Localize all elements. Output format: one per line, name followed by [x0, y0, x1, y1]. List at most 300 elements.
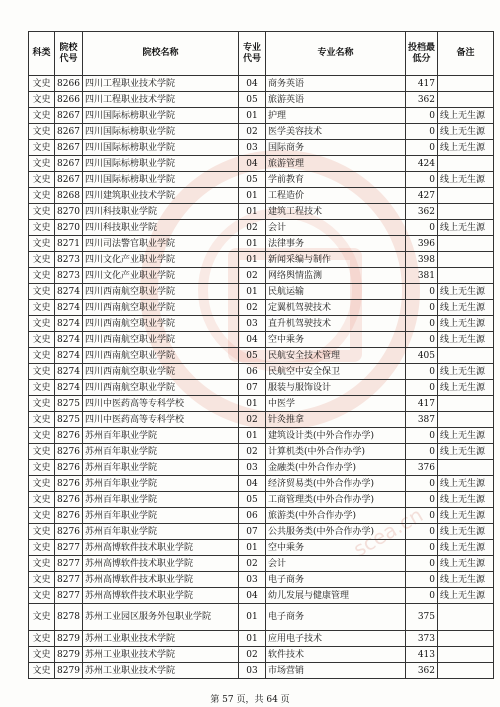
- cell-zhuanye-daihao: 01: [239, 108, 266, 124]
- cell-beizhu: 线上无生源: [438, 428, 494, 444]
- cell-yuanxiao-daihao: 8279: [55, 647, 83, 663]
- cell-zhuanye-daihao: 01: [239, 428, 266, 444]
- cell-zhuanye-daihao: 04: [239, 332, 266, 348]
- cell-yuanxiao-mingcheng: 四川西南航空职业学院: [83, 284, 239, 300]
- cell-yuanxiao-daihao: 8276: [55, 444, 83, 460]
- cell-yuanxiao-daihao: 8276: [55, 508, 83, 524]
- cell-yuanxiao-daihao: 8276: [55, 460, 83, 476]
- cell-kelei: 文史: [29, 108, 55, 124]
- cell-yuanxiao-mingcheng: 苏州百年职业学院: [83, 524, 239, 540]
- cell-beizhu: 线上无生源: [438, 332, 494, 348]
- cell-toudang-fen: 387: [406, 412, 438, 428]
- cell-toudang-fen: 405: [406, 348, 438, 364]
- cell-toudang-fen: 362: [406, 92, 438, 108]
- cell-yuanxiao-mingcheng: 苏州工业职业技术学院: [83, 631, 239, 647]
- cell-zhuanye-mingcheng: 空中乘务: [266, 332, 406, 348]
- cell-zhuanye-mingcheng: 针灸推拿: [266, 412, 406, 428]
- cell-zhuanye-mingcheng: 旅游英语: [266, 92, 406, 108]
- cell-yuanxiao-daihao: 8266: [55, 76, 83, 92]
- cell-zhuanye-mingcheng: 电子商务: [266, 604, 406, 631]
- table-row: [29, 508, 494, 524]
- cell-toudang-fen: 381: [406, 268, 438, 284]
- cell-toudang-fen: 0: [406, 220, 438, 236]
- table-row: [29, 188, 494, 204]
- table-row: [29, 476, 494, 492]
- cell-kelei: 文史: [29, 76, 55, 92]
- table-row: [29, 76, 494, 92]
- cell-zhuanye-daihao: 07: [239, 380, 266, 396]
- cell-yuanxiao-daihao: 8266: [55, 92, 83, 108]
- cell-yuanxiao-daihao: 8277: [55, 556, 83, 572]
- table-row: [29, 332, 494, 348]
- cell-kelei: 文史: [29, 540, 55, 556]
- cell-toudang-fen: 427: [406, 188, 438, 204]
- cell-kelei: 文史: [29, 444, 55, 460]
- cell-yuanxiao-daihao: 8267: [55, 108, 83, 124]
- cell-beizhu: [438, 92, 494, 108]
- cell-zhuanye-mingcheng: 直升机驾驶技术: [266, 316, 406, 332]
- cell-yuanxiao-daihao: 8274: [55, 332, 83, 348]
- cell-kelei: 文史: [29, 647, 55, 663]
- cell-zhuanye-daihao: 03: [239, 572, 266, 588]
- cell-zhuanye-daihao: 01: [239, 631, 266, 647]
- cell-yuanxiao-mingcheng: 四川中医药高等专科学校: [83, 396, 239, 412]
- cell-kelei: 文史: [29, 428, 55, 444]
- cell-beizhu: [438, 396, 494, 412]
- cell-zhuanye-daihao: 01: [239, 604, 266, 631]
- cell-zhuanye-daihao: 05: [239, 348, 266, 364]
- cell-toudang-fen: 398: [406, 252, 438, 268]
- cell-zhuanye-daihao: 06: [239, 364, 266, 380]
- table-row: [29, 108, 494, 124]
- cell-zhuanye-daihao: 05: [239, 92, 266, 108]
- cell-yuanxiao-daihao: 8274: [55, 364, 83, 380]
- table-row: [29, 268, 494, 284]
- table-row: [29, 300, 494, 316]
- cell-yuanxiao-mingcheng: 苏州高博软件技术职业学院: [83, 572, 239, 588]
- cell-kelei: 文史: [29, 524, 55, 540]
- cell-toudang-fen: 0: [406, 476, 438, 492]
- cell-zhuanye-mingcheng: 建筑设计类(中外合作办学): [266, 428, 406, 444]
- cell-toudang-fen: 362: [406, 204, 438, 220]
- header-yuanxiao-daihao: 院校代号: [55, 32, 83, 76]
- cell-yuanxiao-daihao: 8275: [55, 412, 83, 428]
- cell-toudang-fen: 0: [406, 124, 438, 140]
- cell-yuanxiao-daihao: 8274: [55, 300, 83, 316]
- cell-zhuanye-mingcheng: 国际商务: [266, 140, 406, 156]
- cell-yuanxiao-daihao: 8271: [55, 236, 83, 252]
- cell-beizhu: 线上无生源: [438, 108, 494, 124]
- cell-toudang-fen: 0: [406, 316, 438, 332]
- cell-kelei: 文史: [29, 663, 55, 679]
- table-row: [29, 663, 494, 679]
- cell-toudang-fen: 0: [406, 108, 438, 124]
- cell-kelei: 文史: [29, 188, 55, 204]
- cell-yuanxiao-daihao: 8277: [55, 572, 83, 588]
- cell-yuanxiao-daihao: 8277: [55, 540, 83, 556]
- cell-yuanxiao-daihao: 8273: [55, 252, 83, 268]
- cell-zhuanye-daihao: 01: [239, 188, 266, 204]
- cell-kelei: 文史: [29, 284, 55, 300]
- cell-zhuanye-mingcheng: 电子商务: [266, 572, 406, 588]
- cell-zhuanye-mingcheng: 民航安全技术管理: [266, 348, 406, 364]
- cell-kelei: 文史: [29, 380, 55, 396]
- cell-beizhu: 线上无生源: [438, 444, 494, 460]
- cell-yuanxiao-mingcheng: 四川西南航空职业学院: [83, 380, 239, 396]
- cell-yuanxiao-daihao: 8276: [55, 524, 83, 540]
- cell-zhuanye-mingcheng: 空中乘务: [266, 540, 406, 556]
- cell-zhuanye-mingcheng: 会计: [266, 220, 406, 236]
- cell-zhuanye-mingcheng: 护理: [266, 108, 406, 124]
- cell-zhuanye-mingcheng: 学前教育: [266, 172, 406, 188]
- cell-zhuanye-mingcheng: 法律事务: [266, 236, 406, 252]
- cell-kelei: 文史: [29, 220, 55, 236]
- cell-kelei: 文史: [29, 604, 55, 631]
- cell-toudang-fen: 0: [406, 284, 438, 300]
- cell-zhuanye-mingcheng: 幼儿发展与健康管理: [266, 588, 406, 604]
- cell-toudang-fen: 424: [406, 156, 438, 172]
- cell-toudang-fen: 0: [406, 524, 438, 540]
- table-row: [29, 572, 494, 588]
- cell-yuanxiao-mingcheng: 四川国际标榜职业学院: [83, 156, 239, 172]
- table-row: [29, 204, 494, 220]
- cell-kelei: 文史: [29, 172, 55, 188]
- cell-toudang-fen: 0: [406, 444, 438, 460]
- cell-beizhu: 线上无生源: [438, 476, 494, 492]
- cell-zhuanye-mingcheng: 市场营销: [266, 663, 406, 679]
- cell-yuanxiao-daihao: 8273: [55, 268, 83, 284]
- cell-toudang-fen: 362: [406, 663, 438, 679]
- cell-kelei: 文史: [29, 588, 55, 604]
- cell-beizhu: 线上无生源: [438, 316, 494, 332]
- cell-toudang-fen: 0: [406, 508, 438, 524]
- cell-yuanxiao-mingcheng: 四川西南航空职业学院: [83, 316, 239, 332]
- cell-yuanxiao-mingcheng: 苏州高博软件技术职业学院: [83, 540, 239, 556]
- cell-yuanxiao-daihao: 8267: [55, 140, 83, 156]
- cell-yuanxiao-mingcheng: 苏州高博软件技术职业学院: [83, 588, 239, 604]
- table-row: [29, 524, 494, 540]
- cell-beizhu: [438, 188, 494, 204]
- admission-score-table: [28, 31, 494, 679]
- cell-beizhu: 线上无生源: [438, 124, 494, 140]
- cell-toudang-fen: 0: [406, 588, 438, 604]
- table-row: [29, 444, 494, 460]
- cell-zhuanye-mingcheng: 经济贸易类(中外合作办学): [266, 476, 406, 492]
- header-zhuanye-mingcheng: 专业名称: [266, 32, 406, 76]
- cell-yuanxiao-mingcheng: 苏州百年职业学院: [83, 428, 239, 444]
- cell-beizhu: [438, 156, 494, 172]
- cell-zhuanye-daihao: 06: [239, 508, 266, 524]
- cell-zhuanye-mingcheng: 民航运输: [266, 284, 406, 300]
- table-row: [29, 348, 494, 364]
- cell-yuanxiao-mingcheng: 四川文化产业职业学院: [83, 252, 239, 268]
- cell-kelei: 文史: [29, 140, 55, 156]
- cell-beizhu: [438, 204, 494, 220]
- cell-yuanxiao-daihao: 8277: [55, 588, 83, 604]
- header-kelei: 科类: [29, 32, 55, 76]
- cell-zhuanye-mingcheng: 服装与服饰设计: [266, 380, 406, 396]
- cell-zhuanye-daihao: 05: [239, 172, 266, 188]
- cell-yuanxiao-daihao: 8276: [55, 428, 83, 444]
- cell-toudang-fen: 0: [406, 300, 438, 316]
- table-row: [29, 172, 494, 188]
- table-row: [29, 92, 494, 108]
- cell-zhuanye-mingcheng: 会计: [266, 556, 406, 572]
- cell-yuanxiao-mingcheng: 四川文化产业职业学院: [83, 268, 239, 284]
- cell-yuanxiao-mingcheng: 四川西南航空职业学院: [83, 332, 239, 348]
- cell-yuanxiao-mingcheng: 苏州百年职业学院: [83, 492, 239, 508]
- table-row: [29, 396, 494, 412]
- table-row: [29, 124, 494, 140]
- cell-kelei: 文史: [29, 396, 55, 412]
- cell-kelei: 文史: [29, 268, 55, 284]
- table-row: [29, 364, 494, 380]
- cell-toudang-fen: 0: [406, 332, 438, 348]
- cell-yuanxiao-daihao: 8267: [55, 156, 83, 172]
- cell-kelei: 文史: [29, 124, 55, 140]
- cell-beizhu: 线上无生源: [438, 220, 494, 236]
- cell-beizhu: [438, 460, 494, 476]
- cell-kelei: 文史: [29, 412, 55, 428]
- cell-kelei: 文史: [29, 460, 55, 476]
- table-header-row: [29, 32, 494, 76]
- cell-toudang-fen: 417: [406, 396, 438, 412]
- table-row: [29, 588, 494, 604]
- cell-beizhu: [438, 268, 494, 284]
- cell-yuanxiao-daihao: 8270: [55, 204, 83, 220]
- cell-zhuanye-mingcheng: 金融类(中外合作办学): [266, 460, 406, 476]
- cell-beizhu: 线上无生源: [438, 380, 494, 396]
- cell-kelei: 文史: [29, 631, 55, 647]
- cell-toudang-fen: 0: [406, 172, 438, 188]
- cell-yuanxiao-daihao: 8274: [55, 284, 83, 300]
- cell-kelei: 文史: [29, 476, 55, 492]
- cell-toudang-fen: 0: [406, 140, 438, 156]
- cell-zhuanye-daihao: 02: [239, 124, 266, 140]
- cell-yuanxiao-mingcheng: 四川西南航空职业学院: [83, 300, 239, 316]
- cell-zhuanye-mingcheng: 旅游管理: [266, 156, 406, 172]
- table-row: [29, 631, 494, 647]
- cell-beizhu: [438, 252, 494, 268]
- cell-zhuanye-daihao: 05: [239, 492, 266, 508]
- cell-yuanxiao-mingcheng: 四川科技职业学院: [83, 220, 239, 236]
- cell-beizhu: 线上无生源: [438, 140, 494, 156]
- cell-toudang-fen: 373: [406, 631, 438, 647]
- cell-toudang-fen: 396: [406, 236, 438, 252]
- cell-beizhu: 线上无生源: [438, 540, 494, 556]
- cell-zhuanye-daihao: 07: [239, 524, 266, 540]
- table-row: [29, 220, 494, 236]
- cell-yuanxiao-mingcheng: 四川西南航空职业学院: [83, 348, 239, 364]
- table-row: [29, 428, 494, 444]
- cell-yuanxiao-mingcheng: 四川中医药高等专科学校: [83, 412, 239, 428]
- cell-zhuanye-mingcheng: 工程造价: [266, 188, 406, 204]
- header-beizhu: 备注: [438, 32, 494, 76]
- cell-zhuanye-daihao: 02: [239, 556, 266, 572]
- cell-kelei: 文史: [29, 204, 55, 220]
- cell-yuanxiao-mingcheng: 苏州工业职业技术学院: [83, 647, 239, 663]
- cell-beizhu: 线上无生源: [438, 172, 494, 188]
- cell-beizhu: 线上无生源: [438, 492, 494, 508]
- cell-zhuanye-mingcheng: 公共服务类(中外合作办学): [266, 524, 406, 540]
- watermark-url: scea.cn: [349, 502, 427, 562]
- cell-yuanxiao-daihao: 8279: [55, 631, 83, 647]
- page-footer: 第 57 页，共 64 页: [210, 695, 290, 705]
- cell-kelei: 文史: [29, 236, 55, 252]
- cell-kelei: 文史: [29, 556, 55, 572]
- cell-beizhu: [438, 236, 494, 252]
- cell-beizhu: 线上无生源: [438, 588, 494, 604]
- cell-yuanxiao-mingcheng: 苏州百年职业学院: [83, 460, 239, 476]
- cell-zhuanye-daihao: 04: [239, 476, 266, 492]
- cell-toudang-fen: 0: [406, 364, 438, 380]
- cell-zhuanye-daihao: 03: [239, 460, 266, 476]
- cell-kelei: 文史: [29, 492, 55, 508]
- cell-zhuanye-mingcheng: 应用电子技术: [266, 631, 406, 647]
- header-toudang-fen: 投档最低分: [406, 32, 438, 76]
- cell-zhuanye-daihao: 01: [239, 236, 266, 252]
- cell-toudang-fen: 417: [406, 76, 438, 92]
- table-row: [29, 140, 494, 156]
- cell-zhuanye-mingcheng: 建筑工程技术: [266, 204, 406, 220]
- cell-zhuanye-daihao: 01: [239, 204, 266, 220]
- cell-yuanxiao-mingcheng: 四川工程职业技术学院: [83, 76, 239, 92]
- cell-zhuanye-mingcheng: 新闻采编与制作: [266, 252, 406, 268]
- cell-yuanxiao-mingcheng: 苏州工业职业技术学院: [83, 663, 239, 679]
- header-zhuanye-daihao: 专业代号: [239, 32, 266, 76]
- cell-beizhu: 线上无生源: [438, 508, 494, 524]
- cell-yuanxiao-daihao: 8274: [55, 380, 83, 396]
- cell-yuanxiao-daihao: 8278: [55, 604, 83, 631]
- cell-zhuanye-mingcheng: 中医学: [266, 396, 406, 412]
- cell-kelei: 文史: [29, 316, 55, 332]
- cell-yuanxiao-mingcheng: 四川建筑职业技术学院: [83, 188, 239, 204]
- cell-beizhu: 线上无生源: [438, 300, 494, 316]
- cell-toudang-fen: 0: [406, 380, 438, 396]
- cell-yuanxiao-daihao: 8274: [55, 316, 83, 332]
- cell-zhuanye-mingcheng: 软件技术: [266, 647, 406, 663]
- table-row: [29, 252, 494, 268]
- cell-yuanxiao-daihao: 8274: [55, 348, 83, 364]
- cell-zhuanye-daihao: 03: [239, 316, 266, 332]
- cell-yuanxiao-mingcheng: 四川国际标榜职业学院: [83, 140, 239, 156]
- cell-beizhu: [438, 348, 494, 364]
- cell-beizhu: 线上无生源: [438, 364, 494, 380]
- cell-zhuanye-daihao: 02: [239, 647, 266, 663]
- cell-zhuanye-daihao: 01: [239, 396, 266, 412]
- cell-beizhu: 线上无生源: [438, 524, 494, 540]
- cell-yuanxiao-daihao: 8270: [55, 220, 83, 236]
- cell-kelei: 文史: [29, 348, 55, 364]
- cell-yuanxiao-daihao: 8276: [55, 476, 83, 492]
- cell-yuanxiao-daihao: 8279: [55, 663, 83, 679]
- cell-kelei: 文史: [29, 332, 55, 348]
- cell-zhuanye-mingcheng: 定翼机驾驶技术: [266, 300, 406, 316]
- cell-yuanxiao-mingcheng: 苏州百年职业学院: [83, 476, 239, 492]
- table-row: [29, 647, 494, 663]
- cell-zhuanye-daihao: 02: [239, 268, 266, 284]
- cell-zhuanye-daihao: 04: [239, 588, 266, 604]
- cell-toudang-fen: 376: [406, 460, 438, 476]
- cell-kelei: 文史: [29, 156, 55, 172]
- cell-kelei: 文史: [29, 252, 55, 268]
- cell-yuanxiao-mingcheng: 四川国际标榜职业学院: [83, 124, 239, 140]
- cell-kelei: 文史: [29, 508, 55, 524]
- cell-yuanxiao-mingcheng: 四川国际标榜职业学院: [83, 108, 239, 124]
- cell-zhuanye-daihao: 02: [239, 412, 266, 428]
- cell-zhuanye-mingcheng: 医学美容技术: [266, 124, 406, 140]
- table-row: [29, 156, 494, 172]
- cell-beizhu: 线上无生源: [438, 556, 494, 572]
- cell-toudang-fen: 375: [406, 604, 438, 631]
- cell-beizhu: [438, 604, 494, 631]
- cell-yuanxiao-daihao: 8275: [55, 396, 83, 412]
- cell-yuanxiao-mingcheng: 苏州百年职业学院: [83, 508, 239, 524]
- cell-yuanxiao-daihao: 8268: [55, 188, 83, 204]
- cell-zhuanye-daihao: 02: [239, 220, 266, 236]
- cell-zhuanye-mingcheng: 商务英语: [266, 76, 406, 92]
- cell-zhuanye-mingcheng: 网络舆情监测: [266, 268, 406, 284]
- cell-zhuanye-daihao: 03: [239, 663, 266, 679]
- cell-yuanxiao-mingcheng: 四川科技职业学院: [83, 204, 239, 220]
- cell-toudang-fen: 0: [406, 572, 438, 588]
- cell-toudang-fen: 0: [406, 492, 438, 508]
- cell-toudang-fen: 0: [406, 540, 438, 556]
- cell-beizhu: [438, 412, 494, 428]
- cell-toudang-fen: 413: [406, 647, 438, 663]
- cell-beizhu: [438, 631, 494, 647]
- table-row: [29, 460, 494, 476]
- cell-yuanxiao-daihao: 8267: [55, 124, 83, 140]
- cell-zhuanye-daihao: 02: [239, 300, 266, 316]
- table-row: [29, 236, 494, 252]
- cell-zhuanye-mingcheng: 工商管理类(中外合作办学): [266, 492, 406, 508]
- table-row: [29, 284, 494, 300]
- cell-zhuanye-mingcheng: 旅游类(中外合作办学): [266, 508, 406, 524]
- cell-kelei: 文史: [29, 572, 55, 588]
- cell-kelei: 文史: [29, 92, 55, 108]
- table-row: [29, 604, 494, 631]
- cell-zhuanye-daihao: 01: [239, 540, 266, 556]
- cell-toudang-fen: 0: [406, 428, 438, 444]
- cell-toudang-fen: 0: [406, 556, 438, 572]
- cell-beizhu: 线上无生源: [438, 284, 494, 300]
- cell-zhuanye-mingcheng: 民航空中安全保卫: [266, 364, 406, 380]
- cell-zhuanye-daihao: 02: [239, 444, 266, 460]
- cell-zhuanye-daihao: 04: [239, 156, 266, 172]
- cell-yuanxiao-mingcheng: 四川西南航空职业学院: [83, 364, 239, 380]
- cell-zhuanye-daihao: 01: [239, 252, 266, 268]
- cell-zhuanye-daihao: 03: [239, 140, 266, 156]
- cell-yuanxiao-daihao: 8276: [55, 492, 83, 508]
- cell-kelei: 文史: [29, 364, 55, 380]
- cell-beizhu: [438, 76, 494, 92]
- cell-zhuanye-mingcheng: 计算机类(中外合作办学): [266, 444, 406, 460]
- cell-zhuanye-daihao: 01: [239, 284, 266, 300]
- header-yuanxiao-mingcheng: 院校名称: [83, 32, 239, 76]
- cell-yuanxiao-mingcheng: 四川工程职业技术学院: [83, 92, 239, 108]
- cell-beizhu: [438, 647, 494, 663]
- cell-yuanxiao-mingcheng: 苏州工业园区服务外包职业学院: [83, 604, 239, 631]
- cell-kelei: 文史: [29, 300, 55, 316]
- table-row: [29, 316, 494, 332]
- table-row: [29, 380, 494, 396]
- table-row: [29, 412, 494, 428]
- cell-beizhu: [438, 663, 494, 679]
- cell-yuanxiao-mingcheng: 苏州高博软件技术职业学院: [83, 556, 239, 572]
- table-row: [29, 556, 494, 572]
- cell-yuanxiao-daihao: 8267: [55, 172, 83, 188]
